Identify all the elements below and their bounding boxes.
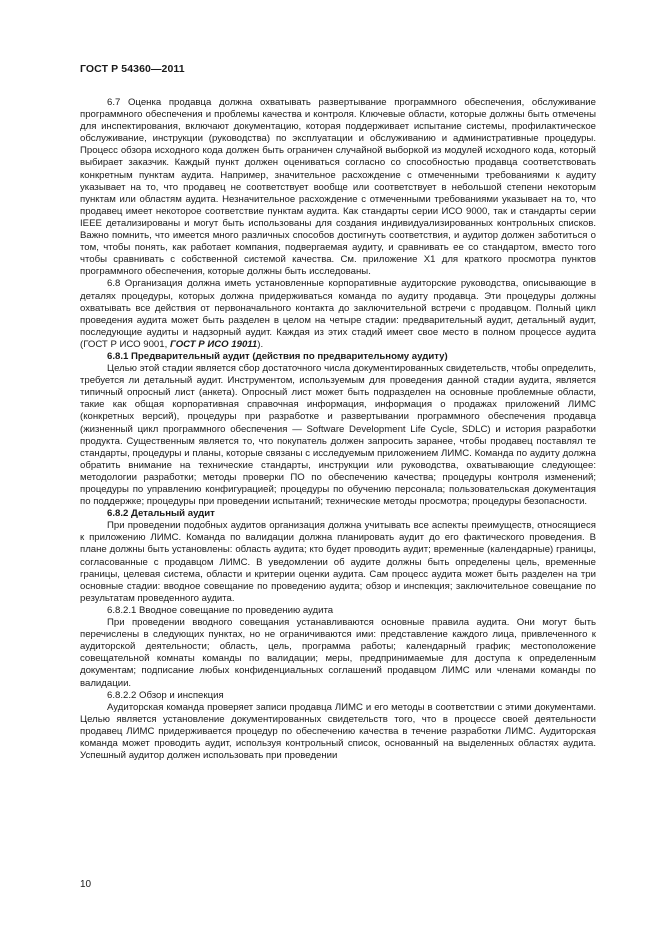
document-header: ГОСТ Р 54360—2011 (80, 63, 185, 75)
gost-19011-reference: ГОСТ Р ИСО 19011 (169, 338, 258, 350)
paragraph-6-8-1: Целью этой стадии является сбор достаточного числа документированных свидетельств, чтобы определить, требуется ли детальный аудит. Инструментом, используемым для проведения данной стадии аудита, является типичный опросный лист (анкета). Опросный лист может быть подразделен на основные проблемные области, такие как общая корпоративная справочная информация, информация о продажах приложений ЛИМС (конкретных версий), процедуры при разработке и развертывании программного обеспечения продавца (жизненный цикл программного обеспечения — Software Development Life Cycle, SDLC) и история разработки продукта. Существенным является то, что покупатель должен запросить заранее, чтобы продавец поставлял те стандарты, процедуры и планы, которые связаны с исследуемым приложением ЛИМС. Команда по аудиту должна обратить внимание на технические стандарты, инструкции или руководства, охватывающие следующее: методологии разработки; методы проверки ПО по обеспечению качества; процедуры контроля изменений; процедуры по управлению конфигурацией; процедуры по обучению персонала; пользовательская документация по поддержке; процедуры при проведении испытаний; технические методы просмотра; процедуры безопасности. (80, 363, 596, 508)
section-heading-6-8-2: 6.8.2 Детальный аудит (107, 508, 215, 520)
paragraph-6-8-2: При проведении подобных аудитов организация должна учитывать все аспекты преимуществ, относящиеся к приложению ЛИМС. Команда по валидации должна планировать аудит до его фактического проведения. В плане должны быть установлены: область аудита; кто будет проводить аудит; временные (календарные) границы, согласованные с продавцом ЛИМС. В уведомлении об аудите должны быть определены цель, временные границы, целевая система, области и критерии оценки аудита. Сам процесс аудита может быть разделен на три основные стадии: вводное совещание по проведению аудита; обзор и инспекция; заключительное совещание по результатам проведенного аудита. (80, 520, 596, 604)
paragraph-6-8-2-1: При проведении вводного совещания устанавливаются основные правила аудита. Они могут быть перечислены в следующих пунктах, но не ограничиваются ими: представление каждого лица, привлеченного к аудиторской деятельности; область, цель, программа работы; календарный график; местоположение совещательной комнаты команды по валидации; меры, предпринимаемые для доступа к определенным документам; подписание любых конфиденциальных соглашений продавцом ЛИМС или членами команды по валидации. (80, 617, 596, 689)
section-heading-6-8-2-1: 6.8.2.1 Вводное совещание по проведению аудита (107, 604, 334, 616)
paragraph-6-8-text: 6.8 Организация должна иметь установленные корпоративные аудиторские руководства, описывающие в деталях процедуры, которых должна придерживаться команда по аудиту продавца. Эти процедуры должны охватывать все действия от первоначального контакта до заключительной встречи с продавцом. Полный цикл проведения аудита может быть разделен в целом на четыре стадии: предварительный аудит, детальный аудит, последующие аудиты и надзорный аудит. Каждая из этих стадий имеет свое место в полном процессе аудита (ГОСТ Р ИСО 9001, (80, 278, 596, 350)
section-heading-6-8-1: 6.8.1 Предварительный аудит (действия по предварительному аудиту) (107, 350, 448, 362)
page-number: 10 (80, 879, 92, 890)
paragraph-6-8 (80, 278, 596, 351)
paragraph-6-8-end: ). (257, 338, 264, 350)
paragraph-6-7: 6.7 Оценка продавца должна охватывать развертывание программного обеспечения, обслуживание программного обеспечения и проблемы качества и контроля. Ключевые области, которые должны быть отмечены для инспектирования, включают документацию, которая поддерживает испытание системы, профилактическое обслуживание, инструкции (руководства) по эксплуатации и обслуживанию и административные процедуры. Процесс обзора исходного кода должен быть ограничен случайной выборкой из модулей исходного кода, который выбирает заказчик. Каждый пункт должен оцениваться согласно со способностью продавца соответствовать конкретным пунктам аудита. Например, значительное расхождение с отмеченными требованиями к аудиту указывает на то, что продавец не соответствует вообще или соответствует в небольшой степени некоторым пунктам или областям аудита. Незначительное расхождение с отмеченными требованиями указывает на то, что продавец имеет некоторое соответствие пунктам аудита. Как стандарты серии ИСО 9000, так и стандарты серии IEEE детализированы и могут быть использованы для создания индивидуализированных контрольных списков. Важно помнить, что имеется много различных способов достигнуть соответствия, и аудитор должен заботиться о том, чтобы понять, как работает компания, подвергаемая аудиту, и сравнивать ее со стандартом, вместо того чтобы сравнивать с собственной системой качества. См. приложение Х1 для краткого просмотра пунктов программного обеспечения, которые должны быть исследованы. (80, 97, 596, 278)
document-body (80, 97, 596, 762)
paragraph-6-8-2-2: Аудиторская команда проверяет записи продавца ЛИМС и его методы в соответствии с этими документами. Целью является установление документированных свидетельств того, что в процессе своей деятельности продавец ЛИМС придерживается процедур по обеспечению качества в течение разработки ЛИМС. Аудиторская команда может проводить аудит, используя контрольный список, основанный на выделенных областях аудита. Успешный аудитор должен использовать при проведении (80, 701, 596, 762)
section-heading-6-8-2-2: 6.8.2.2 Обзор и инспекция (107, 689, 224, 701)
